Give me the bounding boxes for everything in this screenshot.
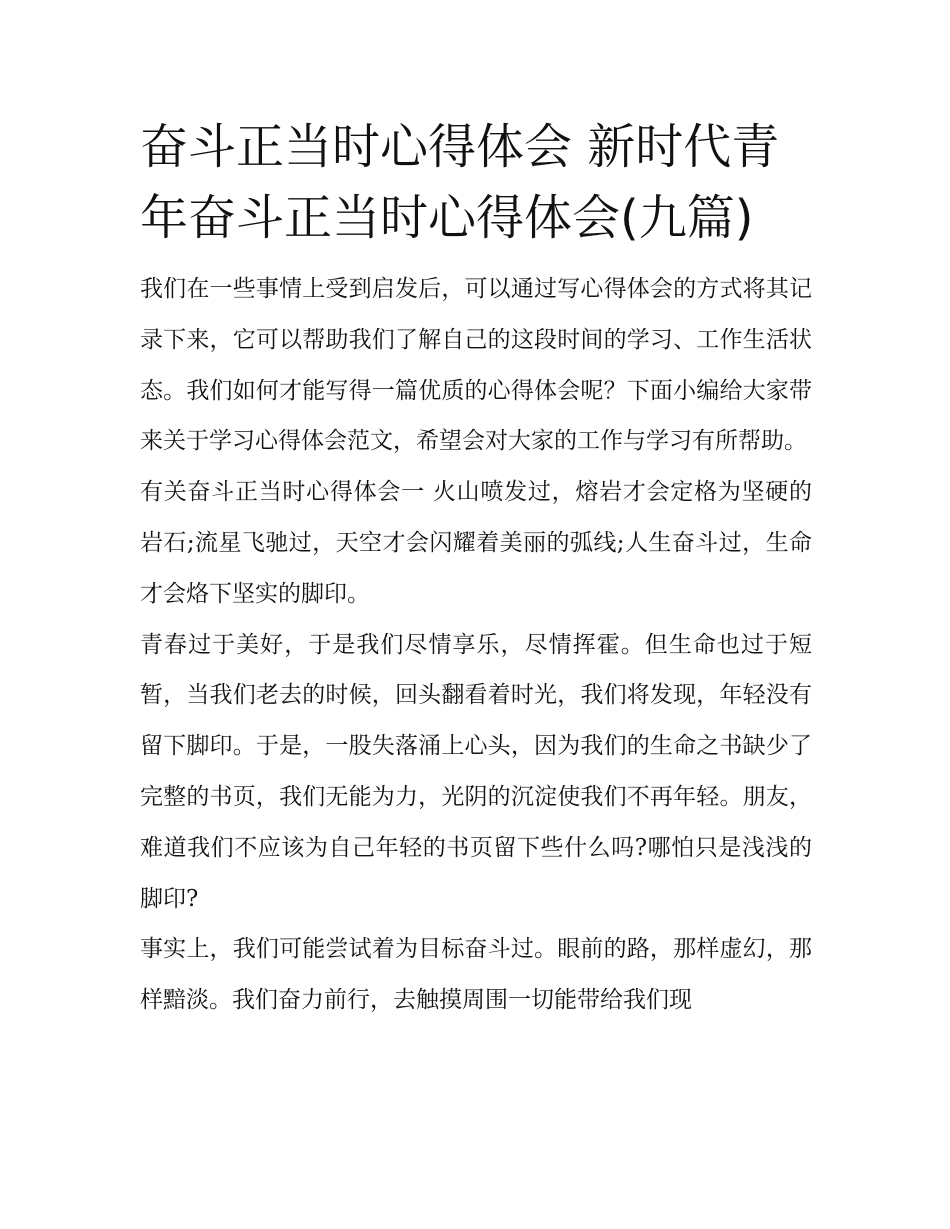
paragraph-striving: 事实上，我们可能尝试着为目标奋斗过。眼前的路，那样虚幻，那样黯淡。我们奋力前行，去触摸周围一切能带给我们现 xyxy=(140,936,812,1014)
paragraph-youth: 青春过于美好，于是我们尽情享乐，尽情挥霍。但生命也过于短暂，当我们老去的时候，回头翻看着时光，我们将发现，年轻没有留下脚印。于是，一股失落涌上心头，因为我们的生命之书缺少了完整的书页，我们无能为力，光阴的沉淀使我们不再年轻。朋友，难道我们不应该为自己年轻的书页留下些什么吗?哪怕只是浅浅的脚印? xyxy=(140,631,812,912)
paragraph-one: 有关奋斗正当时心得体会一 火山喷发过，熔岩才会定格为坚硬的岩石;流星飞驰过，天空才会闪耀着美丽的弧线;人生奋斗过，生命才会烙下坚实的脚印。 xyxy=(140,479,812,607)
document-title: 奋斗正当时心得体会 新时代青年奋斗正当时心得体会(九篇) xyxy=(140,119,780,246)
document-page xyxy=(140,112,812,1026)
paragraph-intro: 我们在一些事情上受到启发后，可以通过写心得体会的方式将其记录下来，它可以帮助我们了解自己的这段时间的学习、工作生活状态。我们如何才能写得一篇优质的心得体会呢？下面小编给大家带来关于学习心得体会范文，希望会对大家的工作与学习有所帮助。 xyxy=(140,276,812,455)
